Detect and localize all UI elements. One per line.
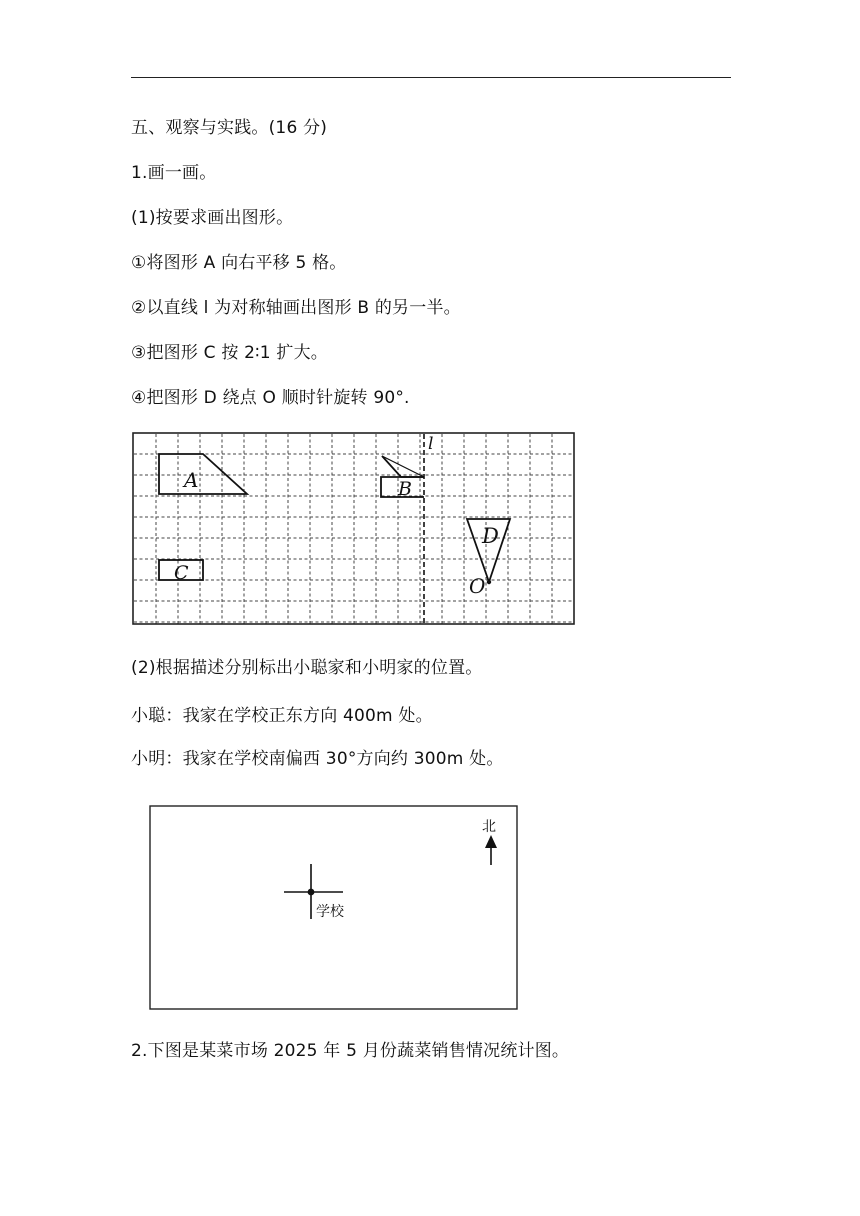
north-arrow-icon bbox=[485, 835, 497, 865]
grid-figure bbox=[132, 432, 576, 626]
shape-a bbox=[159, 454, 247, 494]
point-o bbox=[487, 580, 491, 584]
header-rule bbox=[131, 77, 731, 78]
label-b: B bbox=[398, 478, 412, 500]
part-1-title: (1)按要求画出图形。 bbox=[131, 208, 294, 228]
map-figure bbox=[149, 805, 519, 1011]
statement-xiaoming: 小明：我家在学校南偏西 30°方向约 300m 处。 bbox=[131, 749, 504, 769]
question-2-title: 2.下图是某菜市场 2025 年 5 月份蔬菜销售情况统计图。 bbox=[131, 1041, 570, 1061]
part-2-title: (2)根据描述分别标出小聪家和小明家的位置。 bbox=[131, 658, 483, 678]
label-o: O bbox=[469, 574, 486, 598]
instruction-4: ④把图形 D 绕点 O 顺时针旋转 90°. bbox=[131, 388, 410, 408]
school-point bbox=[308, 889, 315, 896]
question-1-title: 1.画一画。 bbox=[131, 163, 217, 183]
label-axis-l: l bbox=[428, 434, 434, 454]
section-title: 五、观察与实践。(16 分) bbox=[131, 118, 328, 138]
grid-lines bbox=[134, 434, 574, 624]
label-a: A bbox=[184, 468, 199, 492]
statement-xiaocong: 小聪：我家在学校正东方向 400m 处。 bbox=[131, 706, 433, 726]
instruction-2: ②以直线 l 为对称轴画出图形 B 的另一半。 bbox=[131, 298, 461, 318]
north-label: 北 bbox=[482, 819, 496, 835]
instruction-3: ③把图形 C 按 2∶1 扩大。 bbox=[131, 343, 328, 363]
label-d: D bbox=[482, 524, 499, 548]
school-label: 学校 bbox=[316, 904, 344, 920]
label-c: C bbox=[174, 562, 189, 584]
instruction-1: ①将图形 A 向右平移 5 格。 bbox=[131, 253, 347, 273]
